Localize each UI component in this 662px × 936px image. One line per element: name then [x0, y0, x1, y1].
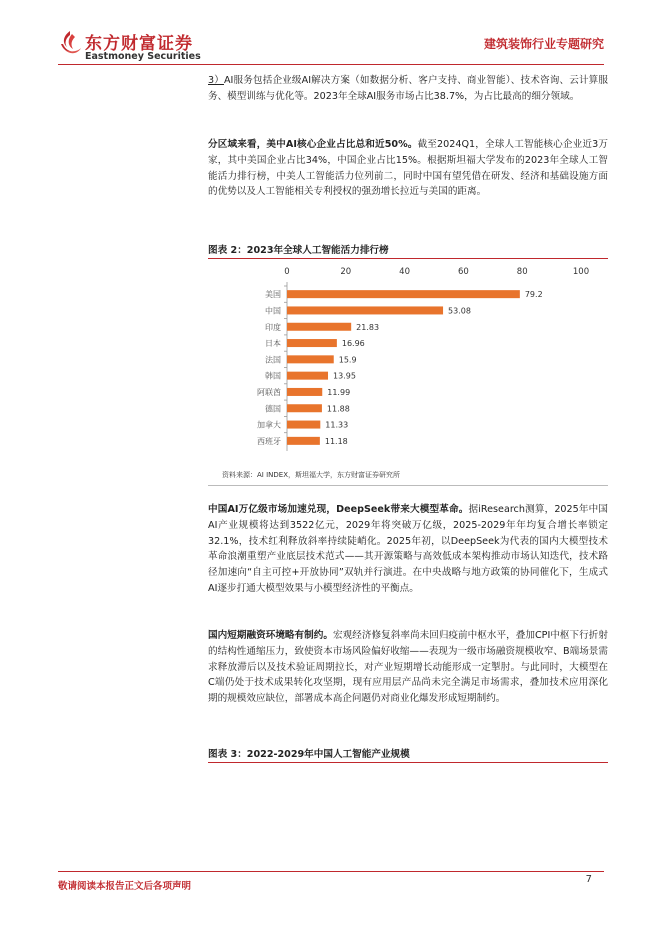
page-header: [0, 0, 662, 70]
x-tick-label: 60: [457, 267, 469, 277]
paragraph-text: AI服务包括企业级AI解决方案（如数据分析、客户支持、商业智能）、技术咨询、云计算服务、模型训练与优化等。2023年全球AI服务市场占比38.7%，为占比最高的细分领域。: [208, 75, 608, 102]
paragraph-lead: 中国AI万亿级市场加速兑现，DeepSeek带来大模型革命。: [208, 504, 469, 515]
figure-2-bottom-rule: [208, 485, 608, 486]
x-tick-label: 100: [572, 267, 590, 277]
x-tick-label: 20: [340, 267, 352, 277]
data-label: 11.33: [325, 420, 349, 430]
footer-divider: [58, 871, 604, 872]
brand-name-en: Eastmoney Securities: [85, 51, 201, 62]
list-index: 3）: [208, 75, 224, 86]
paragraph-text: 宏观经济修复斜率尚未回归疫前中枢水平，叠加CPI中枢下行折射的结构性通缩压力，致使资本市场风险偏好收缩——表现为一级市场融资规模收窄、B端场景需求释放滞后以及技术验证周期拉长，对产业短期增长动能形成一定掣肘。与此同时，大模型在C端仍处于技术成果转化攻坚期，现有应用层产品尚未完全满足市场需求，叠加技术应用深化期的规模效应缺位，部署成本高企问题仍对商业化爆发形成短期制约。: [208, 630, 608, 705]
footer-disclaimer: 敬请阅读本报告正文后各项声明: [58, 881, 192, 892]
paragraph-lead: 分区域来看，美中AI核心企业占比总和近50%。: [208, 139, 418, 150]
eastmoney-logo-icon: [58, 30, 82, 56]
figure-3-title: 图表 3：2022-2029年中国人工智能产业规模: [208, 749, 410, 760]
bar: [287, 388, 322, 396]
category-label: 美国: [265, 290, 281, 300]
data-label: 79.2: [524, 290, 543, 300]
figure-2-title: 图表 2：2023年全球人工智能活力排行榜: [208, 245, 389, 256]
category-label: 法国: [265, 355, 281, 365]
header-divider: [58, 64, 604, 65]
data-label: 21.83: [356, 322, 380, 332]
paragraph-text: 据iResearch测算，2025年中国AI产业规模将达到3522亿元，2029年将突破万亿级，2025-2029年年均复合增长率锁定32.1%，技术红利释放斜率持续陡峭化。2025年初，以DeepSeek为代表的国内大模型技术革命浪潮重塑产业底层技术范式——其开源策略与高效低成本架构推动市场认知迭代，技术路径加速向“自主可控+开放协同”双轨并行演进。在中央战略与地方政策的协同催化下，生成式AI逐步打通大模型效果与小模型经济性的平衡点。: [208, 504, 608, 594]
category-label: 日本: [265, 339, 281, 349]
paragraph-text: 截至2024Q1，全球人工智能核心企业近3万家，其中美国企业占比34%，中国企业占比15%。根据斯坦福大学发布的2023年全球人工智能活力排行榜，中美人工智能活力位列前二，同时中国有望凭借在研发、经济和基础设施方面的优势以及人工智能相关专利授权的强劲增长拉近与美国的距离。: [208, 139, 608, 198]
figure-2-source: 资料来源：AI INDEX，斯坦福大学，东方财富证券研究所: [222, 471, 400, 479]
category-label: 阿联酋: [257, 387, 281, 397]
data-label: 16.96: [341, 339, 365, 349]
bar: [287, 421, 320, 429]
bar: [287, 306, 443, 314]
ai-vibrancy-bar-chart: [222, 262, 608, 462]
data-label: 53.08: [448, 306, 471, 316]
x-tick-label: 40: [399, 267, 411, 277]
bar: [287, 437, 320, 445]
paragraph-financing: [208, 628, 608, 707]
category-label: 韩国: [265, 371, 281, 381]
category-label: 中国: [265, 306, 281, 316]
data-label: 11.18: [324, 436, 348, 446]
paragraph-china-market: [208, 502, 608, 597]
report-type: 建筑装饰行业专题研究: [483, 37, 604, 51]
data-label: 15.9: [338, 355, 357, 365]
bar: [287, 339, 337, 347]
paragraph-regional: [208, 137, 608, 200]
x-tick-label: 80: [516, 267, 528, 277]
bar: [287, 372, 328, 380]
page-number: 7: [585, 874, 592, 885]
data-label: 11.99: [327, 387, 351, 397]
x-tick-label: 0: [284, 267, 290, 277]
figure-2-rule: [208, 258, 608, 259]
figure-3-rule: [208, 762, 608, 763]
category-label: 加拿大: [257, 420, 281, 430]
paragraph-ai-services: [208, 73, 608, 105]
bar: [287, 323, 351, 331]
data-label: 11.88: [326, 404, 350, 414]
bar: [287, 290, 520, 298]
data-label: 13.95: [333, 371, 356, 381]
category-label: 西班牙: [257, 436, 281, 446]
paragraph-lead: 国内短期融资环境略有制约。: [208, 630, 334, 641]
bar: [287, 355, 334, 363]
category-label: 印度: [265, 322, 281, 332]
bar: [287, 404, 322, 412]
category-label: 德国: [265, 404, 281, 414]
brand-name-cn: 东方财富证券: [85, 34, 193, 54]
